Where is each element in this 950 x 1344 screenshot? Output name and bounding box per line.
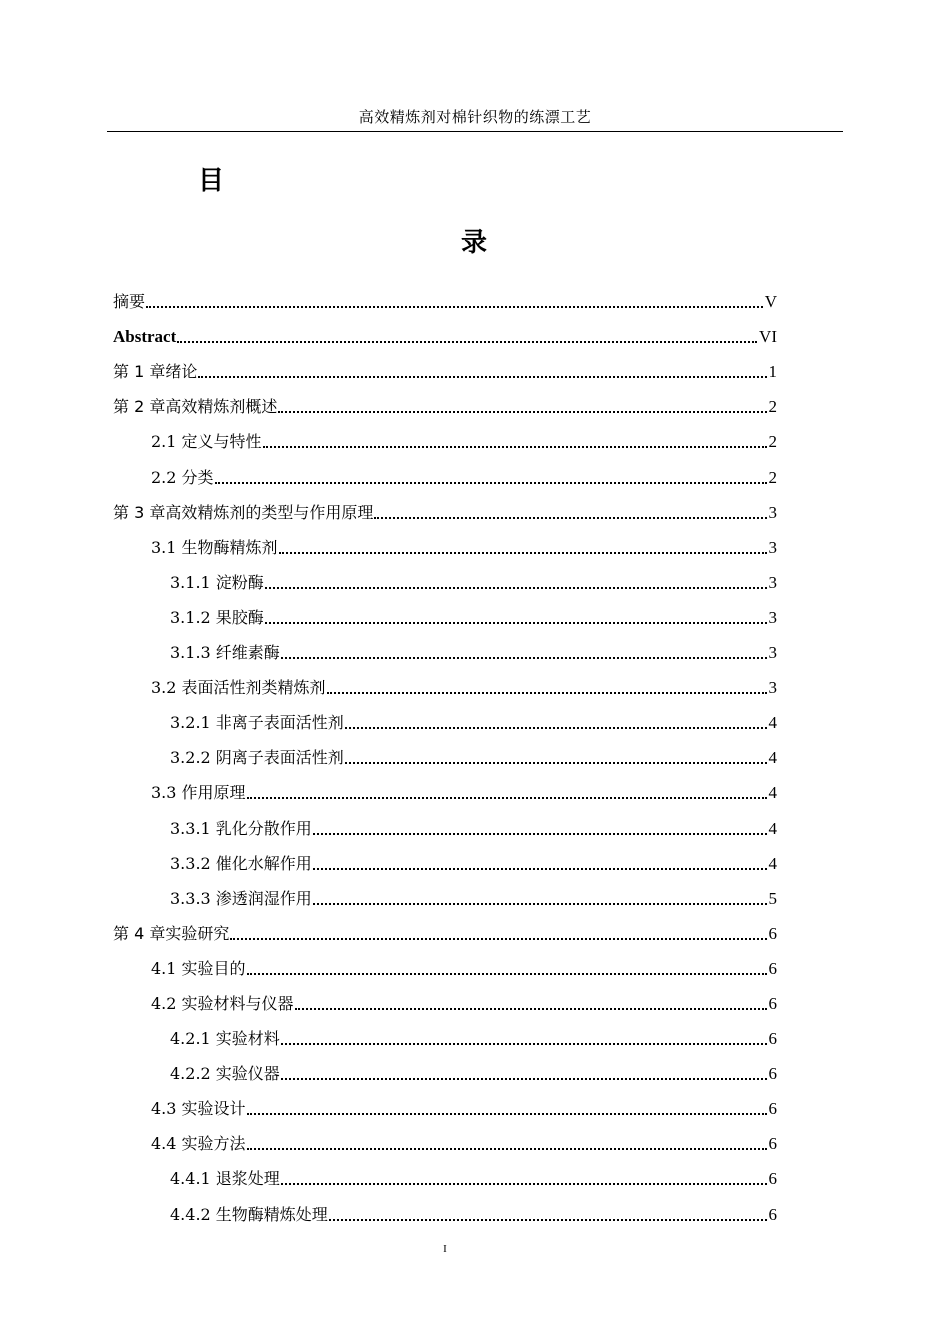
- toc-dot-leader: [329, 1219, 767, 1221]
- toc-entry-label: 4.1 实验目的: [151, 958, 246, 978]
- running-header: 高效精炼剂对棉针织物的练漂工艺: [358, 108, 592, 126]
- toc-entry-label: 摘要: [113, 292, 146, 312]
- toc-entry-label: 4.2.1 实验材料: [170, 1029, 280, 1049]
- toc-dot-leader: [279, 552, 767, 554]
- toc-entry-label: 2.2 分类: [151, 467, 214, 487]
- toc-entry-label: 4.2 实验材料与仪器: [151, 993, 294, 1013]
- toc-entry-label: 4.4.1 退浆处理: [170, 1169, 280, 1189]
- toc-entry-label: 3.3.1 乳化分散作用: [170, 818, 312, 838]
- toc-entry-page-number: V: [764, 292, 777, 312]
- toc-entry[interactable]: [113, 457, 777, 492]
- toc-entry-label: 3.1 生物酶精炼剂: [151, 537, 278, 557]
- toc-entry-label: 4.4.2 生物酶精炼处理: [170, 1204, 328, 1224]
- toc-entry[interactable]: [113, 1194, 777, 1229]
- toc-dot-leader: [313, 868, 767, 870]
- toc-entry-label: 2.1 定义与特性: [151, 432, 262, 452]
- toc-entry-page-number: 3: [768, 607, 777, 627]
- toc-dot-leader: [177, 341, 757, 343]
- toc-entry[interactable]: [113, 1124, 777, 1159]
- toc-entry-label: 3.3.3 渗透润湿作用: [170, 888, 312, 908]
- toc-entry[interactable]: [113, 422, 777, 457]
- toc-entry[interactable]: [113, 563, 777, 598]
- toc-dot-leader: [265, 587, 767, 589]
- toc-entry[interactable]: [113, 1054, 777, 1089]
- toc-entry-page-number: 6: [768, 958, 777, 978]
- toc-entry[interactable]: [113, 1159, 777, 1194]
- toc-entry-page-number: 3: [768, 678, 777, 698]
- toc-dot-leader: [327, 692, 767, 694]
- toc-entry[interactable]: [113, 1089, 777, 1124]
- toc-entry-label: 第 1 章绪论: [113, 362, 198, 382]
- toc-entry[interactable]: [113, 773, 777, 808]
- toc-entry-page-number: 3: [768, 643, 777, 663]
- toc-entry[interactable]: [113, 738, 777, 773]
- toc-entry-label: 4.3 实验设计: [151, 1099, 246, 1119]
- toc-entry-page-number: 4: [768, 783, 777, 803]
- toc-dot-leader: [281, 1043, 767, 1045]
- toc-entry-page-number: 6: [768, 1064, 777, 1084]
- toc-entry-page-number: 2: [768, 467, 777, 487]
- toc-entry[interactable]: [113, 703, 777, 738]
- toc-dot-leader: [281, 657, 767, 659]
- toc-entry-page-number: 6: [768, 1134, 777, 1154]
- table-of-contents: [113, 282, 777, 1230]
- toc-entry[interactable]: [113, 633, 777, 668]
- toc-dot-leader: [345, 727, 767, 729]
- toc-entry[interactable]: [113, 844, 777, 879]
- toc-entry-page-number: 6: [768, 1169, 777, 1189]
- toc-entry-page-number: 4: [768, 713, 777, 733]
- toc-dot-leader: [313, 903, 767, 905]
- toc-entry-label: 3.3.2 催化水解作用: [170, 853, 312, 873]
- page-number: I: [443, 1243, 447, 1255]
- toc-entry-label: Abstract: [113, 327, 177, 347]
- toc-dot-leader: [230, 938, 766, 940]
- toc-entry-page-number: 3: [768, 537, 777, 557]
- toc-entry-label: 第 4 章实验研究: [113, 923, 230, 943]
- toc-entry-page-number: 4: [768, 748, 777, 768]
- toc-entry[interactable]: [113, 879, 777, 914]
- toc-dot-leader: [313, 833, 767, 835]
- toc-dot-leader: [281, 1078, 767, 1080]
- toc-dot-leader: [374, 517, 766, 519]
- toc-dot-leader: [281, 1183, 767, 1185]
- toc-entry-page-number: 3: [768, 502, 777, 522]
- toc-dot-leader: [146, 306, 763, 308]
- toc-dot-leader: [247, 797, 767, 799]
- toc-entry-label: 3.1.3 纤维素酶: [170, 643, 280, 663]
- toc-dot-leader: [265, 622, 767, 624]
- toc-entry-label: 3.2.1 非离子表面活性剂: [170, 713, 344, 733]
- toc-entry-page-number: 2: [768, 397, 777, 417]
- toc-dot-leader: [215, 482, 767, 484]
- toc-dot-leader: [263, 446, 767, 448]
- toc-dot-leader: [345, 762, 767, 764]
- toc-entry-label: 4.2.2 实验仪器: [170, 1064, 280, 1084]
- toc-entry-label: 3.1.1 淀粉酶: [170, 572, 264, 592]
- toc-entry-label: 第 2 章高效精炼剂概述: [113, 397, 278, 417]
- toc-entry[interactable]: [113, 387, 777, 422]
- toc-dot-leader: [295, 1008, 767, 1010]
- toc-entry-label: 3.2 表面活性剂类精炼剂: [151, 678, 326, 698]
- toc-entry-page-number: 6: [768, 1204, 777, 1224]
- toc-entry[interactable]: [113, 282, 777, 317]
- toc-entry-page-number: 4: [768, 818, 777, 838]
- toc-dot-leader: [278, 411, 766, 413]
- toc-entry-label: 3.1.2 果胶酶: [170, 607, 264, 627]
- toc-entry-page-number: 2: [768, 432, 777, 452]
- toc-dot-leader: [247, 973, 767, 975]
- toc-entry-page-number: 6: [768, 1029, 777, 1049]
- toc-entry[interactable]: [113, 808, 777, 843]
- toc-entry[interactable]: [113, 352, 777, 387]
- toc-title-char-1: 目: [198, 166, 225, 196]
- toc-dot-leader: [247, 1148, 767, 1150]
- toc-entry-page-number: 6: [768, 923, 777, 943]
- toc-entry[interactable]: [113, 949, 777, 984]
- toc-entry[interactable]: [113, 317, 777, 352]
- toc-entry[interactable]: [113, 914, 777, 949]
- toc-entry[interactable]: [113, 493, 777, 528]
- toc-entry-label: 3.2.2 阴离子表面活性剂: [170, 748, 344, 768]
- toc-entry-page-number: VI: [759, 327, 777, 347]
- toc-entry-label: 4.4 实验方法: [151, 1134, 246, 1154]
- toc-entry-page-number: 1: [768, 362, 777, 382]
- toc-dot-leader: [198, 376, 766, 378]
- toc-entry-label: 第 3 章高效精炼剂的类型与作用原理: [113, 502, 374, 522]
- toc-entry-page-number: 3: [768, 572, 777, 592]
- toc-entry[interactable]: [113, 984, 777, 1019]
- toc-entry-page-number: 5: [768, 888, 777, 908]
- toc-entry[interactable]: [113, 668, 777, 703]
- toc-title-char-2: 录: [461, 228, 488, 258]
- toc-entry-page-number: 6: [768, 993, 777, 1013]
- toc-entry-page-number: 4: [768, 853, 777, 873]
- toc-entry-label: 3.3 作用原理: [151, 783, 246, 803]
- toc-entry[interactable]: [113, 528, 777, 563]
- header-rule: [107, 131, 843, 132]
- toc-entry[interactable]: [113, 598, 777, 633]
- toc-dot-leader: [247, 1113, 767, 1115]
- toc-entry[interactable]: [113, 1019, 777, 1054]
- toc-entry-page-number: 6: [768, 1099, 777, 1119]
